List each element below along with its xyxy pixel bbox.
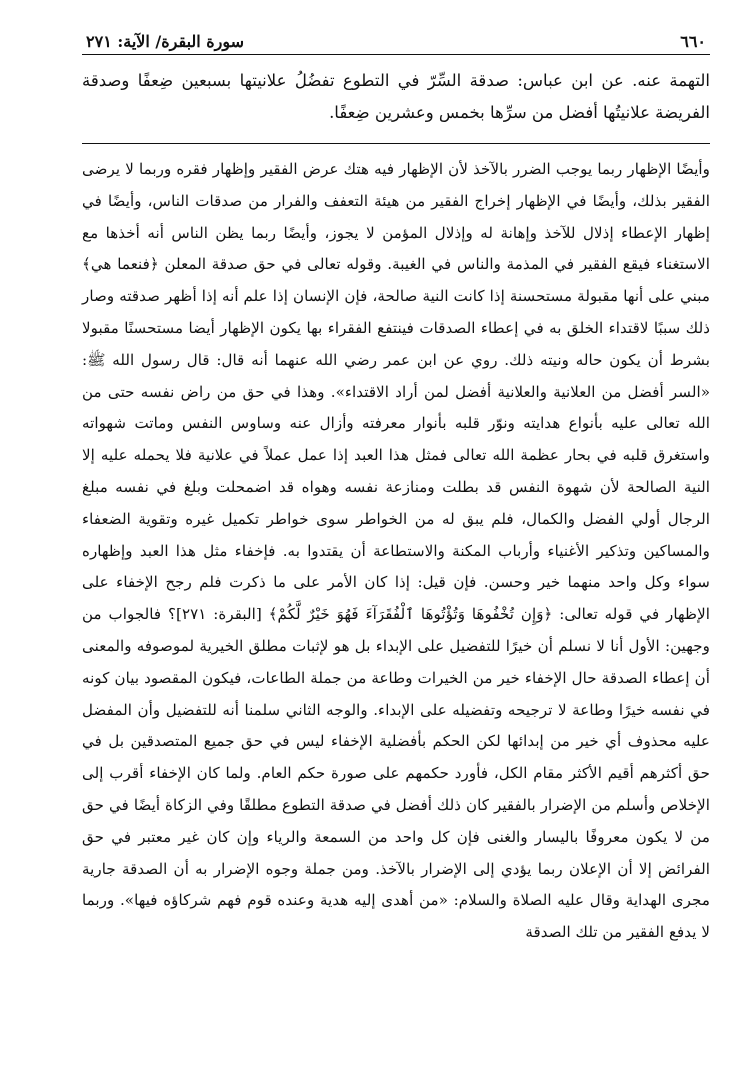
page-header bbox=[82, 32, 710, 55]
book-page bbox=[82, 32, 710, 949]
footnote-text: التهمة عنه. عن ابن عباس: صدقة السِّرّ في التطوع تفضُلُ علانيتها بسبعين ضِعفًا وصدقة الفريضة علانيتُها أفضل من سرِّها بخمس وعشرين ضِعفًا. bbox=[82, 71, 710, 122]
main-paragraph: وأيضًا الإظهار ربما يوجب الضرر بالآخذ لأن الإظهار فيه هتك عرض الفقير وإظهار فقره وربما لا يرضى الفقير بذلك، وأيضًا في الإظهار إخراج الفقير من هيئة التعفف والفرار من صدقات الناس، وأيضًا في إظهار الإعطاء إذلال للآخذ وإهانة له وإذلال المؤمن لا يجوز، وأيضًا ربما يظن الناس أنه أخذها مع الاستغناء فيقع الفقير في المذمة والناس في الغيبة. وقوله تعالى في حق صدقة المعلن ﴿فنعما هي﴾ مبني على أنها مقبولة مستحسنة إذا كانت النية صالحة، فإن الإنسان إذا علم أنه إذا أظهر صدقته وصار ذلك سببًا لاقتداء الخلق به في إعطاء الصدقات فينتفع الفقراء بها يكون الإظهار أيضا مستحسنًا مقبولا بشرط أن يكون حاله ونيته ذلك. روي عن ابن عمر رضي الله عنهما أنه قال: قال رسول الله ﷺ: «السر أفضل من العلانية والعلانية أفضل لمن أراد الاقتداء». وهذا في حق من راض نفسه حتى من الله تعالى عليه بأنواع هدايته ونوّر قلبه بأنوار معرفته وأزال عنه وساوس النفس وماتت شهواته واستغرق قلبه في بحار عظمة الله تعالى فمثل هذا العبد إذا عمل عملاً في علانية فلا يحمله عليه إلا النية الصالحة لأن شهوة النفس قد بطلت ومنازعة نفسه وهواه قد اضمحلت وبلغ في نفسه مبلغ الرجال أولي الفضل والكمال، فلم يبق له من الخواطر سوى خواطر تكميل غيره وتقوية الضعفاء والمساكين وتذكير الأغنياء وأرباب المكنة والاستطاعة أن يقتدوا به. فإخفاء مثل هذا العبد وإظهاره سواء وكل واحد منهما خير وحسن. فإن قيل: إذا كان الأمر على ما ذكرت فلم رجح الإخفاء على الإظهار في قوله تعالى: ﴿وَإِن تُخْفُوهَا وَتُؤْتُوهَا ٱلْفُقَرَآءَ فَهُوَ خَيْرٌ لَّكُمْ﴾ [البقرة: ٢٧١]؟ فالجواب من وجهين: الأول أنا لا نسلم أن خيرًا للتفضيل على الإبداء بل هو لإثبات مطلق الخيرية لموصوفه والمعنى أن إعطاء الصدقة حال الإخفاء خير من الخيرات وطاعة من جملة الطاعات، فيكون المقصود بيان كونه في نفسه خيرًا وطاعة لا ترجيحه وتفضيله على الإبداء. والوجه الثاني سلمنا أنه للتفضيل وأن المفضل عليه محذوف أي خير من إبدائها لكن الحكم بأفضلية الإخفاء ليس في حق جميع المتصدقين بل في حق أكثرهم أقيم الأكثر مقام الكل، فأورد حكمهم على صورة حكم العام. ولما كان الإخفاء أقرب إلى الإخلاص وأسلم من الإضرار بالفقير كان ذلك أفضل في صدقة التطوع مطلقًا وفي الزكاة أيضًا في حق من لا يكون معروفًا باليسار والغنى فإن كل واحد من السمعة والرياء وإن كان غير معتبر في حق الفرائض إلا أن الإعلان ربما يؤدي إلى الإضرار بالآخذ. ومن جملة وجوه الإضرار به أن الصدقة جارية مجرى الهداية وقال عليه الصلاة والسلام: «من أهدى إليه هدية وعنده قوم فهم شركاؤه فيها». وربما لا يدفع الفقير من تلك الصدقة bbox=[82, 160, 710, 942]
running-title: سورة البقرة/ الآية: ٢٧١ bbox=[86, 32, 245, 51]
section-divider bbox=[82, 143, 710, 144]
page-number: ٦٦٠ bbox=[680, 32, 706, 51]
